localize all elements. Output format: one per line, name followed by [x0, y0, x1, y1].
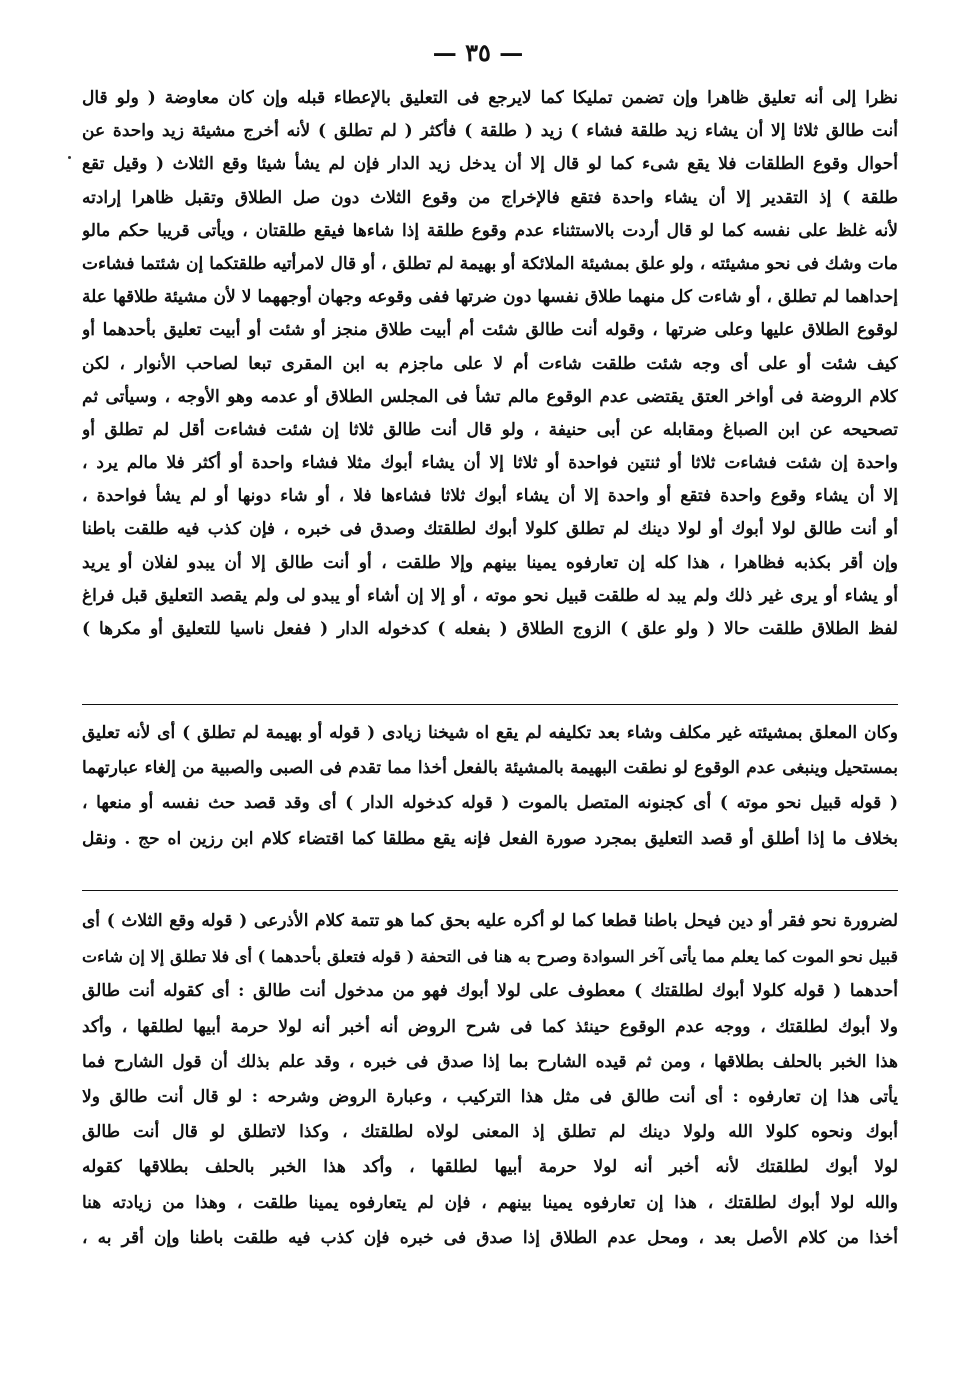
main-line: واحدة إن شئت فشاءت ثلاثا أو ثنتين فواحدة أو ثلاثا إلا أن يشاء أبوك مثلا فشاء واحدة أو أكثر فلا مالم يرد ،	[82, 453, 898, 474]
page-number: — ٣٥ —	[432, 38, 524, 67]
commentary-line: ولا أبوك لطلقتك ، ووجه عدم الوقوع حينئذ كما فى شرح الروض أنه أخبر أنه لولا حرمة أبيها لطلقها ، وأكد	[82, 1016, 898, 1037]
main-line: أو أنت طالق لولا أبوك أو لولا دينك لم تطلق كلولا أبوك لطلقتك وصدق فى خبره ، فإن كذب فيه طلقت باطنا	[82, 519, 898, 540]
main-line: تصحيحه عن ابن الصباغ ومقابله عن أبى حنيفة ، ولو قال أنت طالق ثلاثا إن شئت فشاءت أقل لم تطلق أو	[82, 419, 898, 440]
main-line: لأنه غلظ على نفسه كما لو قال أردت بالاستثناء عدم وقوع طلقة إذا شاءها فيقع طلقتان ، ويأتى قريبا حكم مالو	[82, 220, 898, 241]
main-line: مات وشك فى نحو مشيئته ، ولو علق بمشيئة الملائكة أو بهيمة لم تطلق ، أو قال لامرأتيه طلقتكما إن شئتما فشاءت	[82, 253, 898, 274]
commentary-line: هذا الخبر بالحلف بطلاقها ، ومن ثم قيده الشارح بما إذا صدق فى خبره ، وقد علم بذلك أن قول الشارح فما	[82, 1051, 898, 1072]
main-line: أو يشاء أو يرى غير ذلك ولم يبد له طلقت قبيل نحو موته ، أو إلا إن أشاء أو يبدو لى ولم يقصد التعليق قبل فراغ	[82, 585, 898, 606]
main-line: إلا أن يشاء وقوع واحدة فتقع أو واحدة إلا أن يشاء أبوك ثلاثا فشاءها فلا ، أو شاء دونها أو لم يشأ فواحدة ،	[82, 486, 898, 507]
margin-speck	[68, 156, 71, 159]
commentary-line: لضرورة نحو فقر أو دين فيحل باطنا قطعا كما لو أكره عليه بحق كما هو تتمة كلام الأذرعى ( قوله وقع الثلاث ) أى	[82, 911, 898, 931]
main-line: كلام الروضة فى أواخر العتق يقتضى عدم الوقوع مالم تشأ فى المجلس الطلاق أو عدمه وهو الأوجه ، وسيأتى ثم	[82, 386, 898, 407]
commentary-line: أبوك ونحوه كلولا الله ولولا دينك لم تطلق إذ المعنى لولاه لطلقتك ، وكذا لاتطلق لو قال أنت طالق	[82, 1122, 898, 1143]
commentary-line: لولا أبوك لطلقتك لأنه أخبر أنه لولا حرمة أبيها لطلقها ، وأكد هذا الخبر بالحلف بطلاقها كقوله	[82, 1157, 898, 1178]
main-line: لوقوع الطلاق عليها وعلى ضرتها ، وقوله أنت طالق شئت أم أبيت طلاق منجز أو شئت أو أبيت تعليق بأحدهما أو	[82, 320, 898, 341]
commentary-line: أخذا من كلام الأصل بعد ، ومحل عدم الطلاق إذا صدق فى خبره فإن كذب فيه طلقت باطنا وإن أقر به ،	[82, 1227, 898, 1248]
commentary-line: يأتى هذا إن تعارفوه : أى أنت طالق فى مثل هذا التركيب ، وعبارة الروض وشرحه : لو قال أنت طالق ولا	[82, 1086, 898, 1107]
main-text	[82, 82, 898, 646]
main-line: أحوال وقوع الطلقات فلا يقع شىء كما لو قال إلا أن يدخل زيد الدار فإن لم يشأ شيئا وقع الثلاث ( وقيل تقع	[82, 154, 898, 175]
commentary-line: وكان المعلق بمشيئته غير مكلف وشاء بعد تكليفه لم يقع اه شيخنا زيادى ( قوله أو بهيمة لم تطلق ) أى لأنه تعليق	[82, 723, 898, 743]
main-line: وإن أقر بكذبه فظاهرا ، هذا كله إن تعارفوه يمينا بينهم وإلا طلقت ، أو أنت طالق إلا أن يبدو لفلان أو يريد	[82, 552, 898, 573]
commentary-line: ( قوله قبيل نحو موته ) أى كجنونه المتصل بالموت ( قوله كدخوله الدار ) أى وقد قصد حث نفسه أو منعها ،	[82, 793, 898, 814]
main-line: أنت طالق ثلاثا إلا أن يشاء زيد طلقة فشاء ) زيد ( طلقة ) فأكثر ( لم تطلق ) لأنه أخرج مشيئة زيد واحدة عن	[82, 121, 898, 142]
commentary-line: بخلاف ما إذا أطلق أو قصد التعليق بمجرد صورة الفعل فإنه يقع مطلقا كما اقتضاء كلام ابن رزين اه حج . ونقل	[82, 828, 898, 849]
section-divider	[82, 704, 898, 705]
commentary-line: بمستحيل وينبغى عدم الوقوع لو نطقت البهيمة بالمشيئة بالفعل أخذا مما تقدم فى الصبى والصبية من إلغاء عبارتهما	[82, 758, 898, 779]
commentary-line: قبيل نحو الموت كما يعلم مما يأتى آخر السوادة وصرح به هنا فى التحفة ( قوله فتعلق بأحدهما ) أى فلا تطلق إلا إن شاءت	[82, 947, 898, 967]
commentary-line: أحدهما ( قوله كلولا أبوك لطلقتك ) معطوف على لولا أبوك فهو من مدخول أنت طالق : أى كقوله أنت طالق	[82, 981, 898, 1002]
commentary-line: والله لولا أبوك لطلقتك ، هذا إن تعارفوه يمينا بينهم ، فإن لم يتعارفوه يمينا طلقت ، وهذا من زيادته هنا	[82, 1192, 898, 1213]
main-line: لفظ الطلاق طلقت حالا ( ولو علق ) الزوج الطلاق ( بفعله ) كدخوله الدار ( ففعل ناسيا للتعليق أو مكرها )	[82, 619, 898, 639]
commentary-block-one	[82, 716, 898, 857]
main-line: طلقة ) إذ التقدير إلا أن يشاء واحدة فتقع فالإخراج من وقوع الثلاث دون صل الطلاق وتقبل ظاهرا إرادته	[82, 187, 898, 208]
main-line: كيف شئت أو على أى وجه شئت طلقت شاءت أم لا على ماجزم به ابن المقرى تبعا لصاحب الأنوار ، لكن	[82, 353, 898, 374]
main-line: إحداهما لم تطلق ، أو شاءت كل منهما طلاق نفسها دون ضرتها ففى وقوعه وجهان أوجههما لا لأن مشيئة طلاقها علة	[82, 287, 898, 308]
commentary-block-two	[82, 904, 898, 1256]
main-line: نظرا إلى أنه تعليق ظاهرا وإن تضمن تمليكا كما لايرجع فى التعليق بالإعطاء قبله وإن كان معاوضة ( ولو قال	[82, 88, 898, 108]
section-divider	[82, 890, 898, 891]
